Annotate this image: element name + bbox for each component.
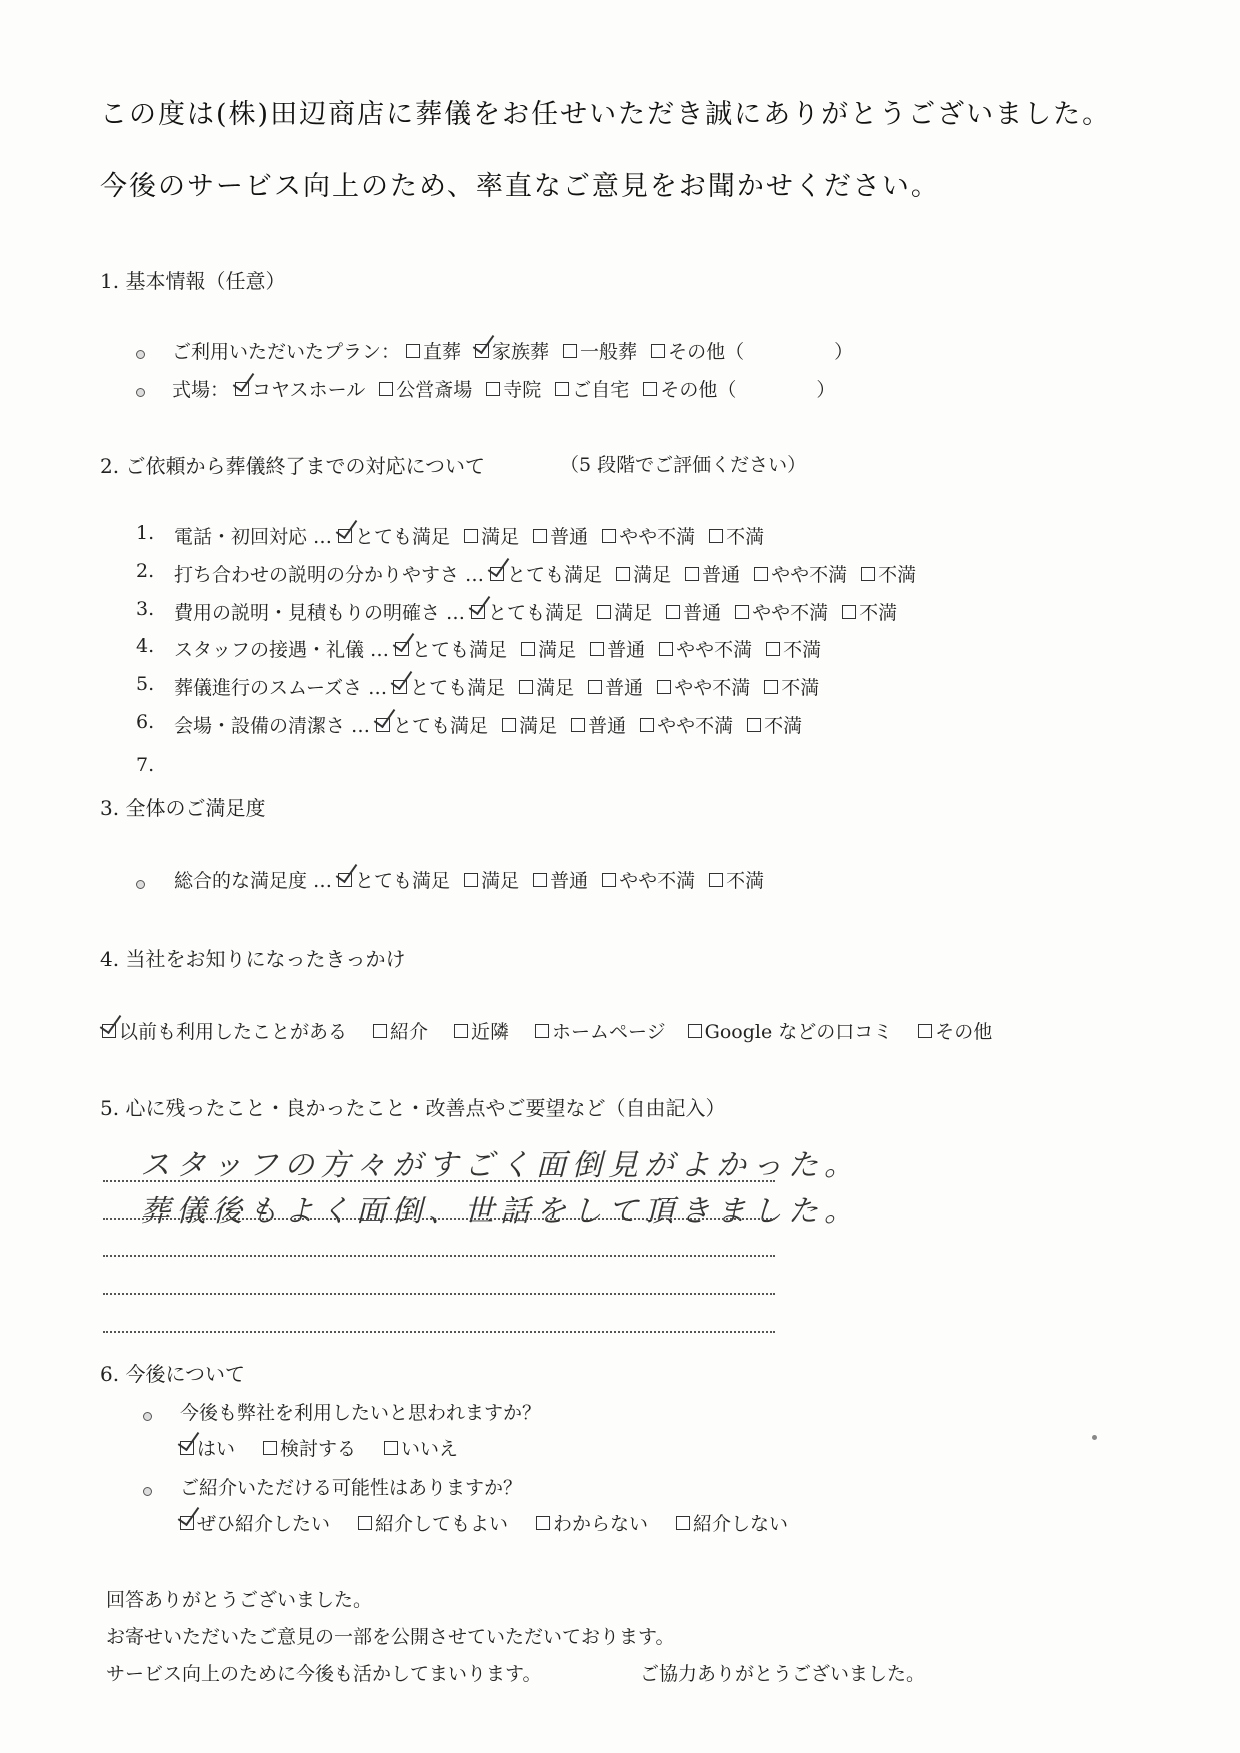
footer-line-3a: サービス向上のために今後も活かしてまいります。 [106, 1663, 542, 1685]
rating-checkbox[interactable] [490, 567, 504, 581]
question-label: 葬儀進行のスムーズさ … [174, 677, 388, 699]
rating-option-label: 普通 [550, 526, 589, 548]
venue-option-checkbox-4[interactable] [643, 382, 657, 396]
source-checkbox-4[interactable] [688, 1024, 702, 1038]
q2-checkbox-2[interactable] [536, 1516, 550, 1530]
question-7-number: 7. [136, 754, 155, 776]
rating-checkbox[interactable] [588, 680, 602, 694]
question-number: 1. [136, 522, 155, 544]
scan-speck [1092, 1435, 1097, 1440]
rating-option-label: とても満足 [412, 639, 508, 661]
rating-checkbox[interactable] [709, 529, 723, 543]
plan-row [172, 337, 853, 364]
overall-option-4: 不満 [726, 870, 765, 892]
q2-checkbox-1[interactable] [358, 1516, 372, 1530]
plan-option-label-0: 直葬 [423, 341, 462, 363]
venue-option-checkbox-1[interactable] [379, 382, 393, 396]
q1-option-1: 検討する [280, 1438, 357, 1460]
plan-label: ご利用いただいたプラン： [172, 341, 401, 363]
rating-row [174, 635, 821, 662]
section-4-title: 4. 当社をお知りになったきっかけ [100, 947, 406, 971]
rating-checkbox[interactable] [659, 642, 673, 656]
q2-option-0: ぜひ紹介したい [197, 1513, 331, 1535]
bullet-icon [136, 388, 145, 397]
rating-row [174, 598, 897, 625]
source-option-4: Google などの口コミ [704, 1021, 893, 1043]
rating-row [174, 711, 802, 738]
q2-options [180, 1509, 788, 1536]
source-checkbox-2[interactable] [454, 1024, 468, 1038]
source-option-2: 近隣 [471, 1021, 510, 1043]
rating-checkbox[interactable] [519, 680, 533, 694]
source-checkbox-5[interactable] [918, 1024, 932, 1038]
rating-option-label: とても満足 [410, 677, 506, 699]
handwritten-comment-line-1: スタッフの方々がすごく面倒見がよかった。 [140, 1148, 860, 1183]
plan-option-checkbox-2[interactable] [563, 344, 577, 358]
rating-option-label: やや不満 [657, 715, 734, 737]
source-checkbox-1[interactable] [373, 1024, 387, 1038]
source-option-1: 紹介 [390, 1021, 429, 1043]
rating-option-label: やや不満 [676, 639, 753, 661]
footer-line-3b: ご協力ありがとうございました。 [640, 1663, 926, 1685]
overall-checkbox-0[interactable] [338, 873, 352, 887]
rating-option-label: 満足 [538, 639, 577, 661]
rating-option-label: 普通 [683, 602, 722, 624]
plan-other-close: ） [834, 341, 854, 363]
rating-option-label: 普通 [588, 715, 627, 737]
rating-option-label: 不満 [783, 639, 822, 661]
rating-checkbox[interactable] [602, 529, 616, 543]
rating-checkbox[interactable] [464, 529, 478, 543]
q1-option-2: いいえ [401, 1438, 459, 1460]
q1-option-0: はい [197, 1438, 236, 1460]
rating-checkbox[interactable] [338, 529, 352, 543]
intro-line-1: この度は(株)田辺商店に葬儀をお任せいただき誠にありがとうございました。 [100, 99, 1112, 130]
bullet-icon [136, 350, 145, 359]
section-2-title: 2. ご依頼から葬儀終了までの対応について [100, 454, 486, 478]
rating-checkbox[interactable] [597, 605, 611, 619]
plan-option-label-1: 家族葬 [492, 341, 550, 363]
rating-checkbox[interactable] [640, 718, 654, 732]
section-6-title: 6. 今後について [100, 1362, 246, 1386]
rating-row [174, 560, 916, 587]
rating-option-label: 普通 [607, 639, 646, 661]
overall-checkbox-2[interactable] [533, 873, 547, 887]
q1-options [180, 1434, 458, 1461]
rating-option-label: 満足 [519, 715, 558, 737]
overall-row [174, 866, 764, 893]
rating-option-label: 満足 [633, 564, 672, 586]
comment-line[interactable] [103, 1331, 775, 1333]
overall-checkbox-3[interactable] [602, 873, 616, 887]
rating-checkbox[interactable] [502, 718, 516, 732]
q2-checkbox-3[interactable] [676, 1516, 690, 1530]
rating-checkbox[interactable] [590, 642, 604, 656]
q2-checkbox-0[interactable] [180, 1516, 194, 1530]
venue-option-label-3: ご自宅 [572, 379, 630, 401]
question-label: 費用の説明・見積もりの明確さ … [174, 602, 466, 624]
plan-option-label-2: 一般葬 [580, 341, 638, 363]
overall-checkbox-4[interactable] [709, 873, 723, 887]
rating-checkbox[interactable] [616, 567, 630, 581]
rating-option-label: 不満 [781, 677, 820, 699]
rating-checkbox[interactable] [735, 605, 749, 619]
source-option-0: 以前も利用したことがある [119, 1021, 348, 1043]
source-checkbox-0[interactable] [102, 1024, 116, 1038]
intro-line-2: 今後のサービス向上のため、率直なご意見をお聞かせください。 [100, 171, 940, 202]
venue-option-checkbox-2[interactable] [486, 382, 500, 396]
question-number: 2. [136, 560, 155, 582]
rating-row [174, 673, 819, 700]
plan-option-label-3: その他（ [668, 341, 745, 363]
source-row [100, 1017, 992, 1044]
rating-checkbox[interactable] [766, 642, 780, 656]
rating-option-label: 不満 [859, 602, 898, 624]
rating-checkbox[interactable] [764, 680, 778, 694]
rating-option-label: 満足 [614, 602, 653, 624]
comment-line[interactable] [103, 1180, 775, 1182]
overall-label: 総合的な満足度 … [174, 870, 333, 892]
rating-checkbox[interactable] [657, 680, 671, 694]
question-label: スタッフの接遇・礼儀 … [174, 639, 390, 661]
venue-option-label-0: コヤスホール [252, 379, 366, 401]
q1-label: 今後も弊社を利用したいと思われますか？ [180, 1402, 542, 1424]
section-2-note: （5 段階でご評価ください） [560, 454, 807, 476]
venue-option-label-2: 寺院 [503, 379, 542, 401]
venue-label: 式場： [172, 379, 230, 401]
q1-checkbox-1[interactable] [263, 1441, 277, 1455]
source-option-3: ホームページ [552, 1021, 666, 1043]
overall-checkbox-1[interactable] [464, 873, 478, 887]
rating-checkbox[interactable] [747, 718, 761, 732]
rating-option-label: とても満足 [355, 526, 451, 548]
question-label: 打ち合わせの説明の分かりやすさ … [174, 564, 485, 586]
bullet-icon [143, 1412, 152, 1421]
question-number: 6. [136, 711, 155, 733]
comment-line[interactable] [103, 1218, 775, 1220]
question-number: 4. [136, 635, 155, 657]
plan-option-checkbox-0[interactable] [406, 344, 420, 358]
rating-checkbox[interactable] [666, 605, 680, 619]
rating-checkbox[interactable] [861, 567, 875, 581]
comment-line[interactable] [103, 1255, 775, 1257]
venue-option-checkbox-3[interactable] [555, 382, 569, 396]
q2-option-1: 紹介してもよい [375, 1513, 509, 1535]
source-checkbox-3[interactable] [535, 1024, 549, 1038]
venue-option-checkbox-0[interactable] [235, 382, 249, 396]
rating-checkbox[interactable] [393, 680, 407, 694]
footer-line-2: お寄せいただいたご意見の一部を公開させていただいております。 [106, 1626, 675, 1648]
rating-checkbox[interactable] [376, 718, 390, 732]
rating-checkbox[interactable] [521, 642, 535, 656]
rating-option-label: やや不満 [619, 526, 696, 548]
venue-option-label-4: その他（ [660, 379, 737, 401]
overall-option-0: とても満足 [355, 870, 451, 892]
rating-option-label: 不満 [726, 526, 765, 548]
rating-checkbox[interactable] [842, 605, 856, 619]
plan-option-checkbox-1[interactable] [475, 344, 489, 358]
rating-option-label: 不満 [764, 715, 803, 737]
source-option-5: その他 [935, 1021, 993, 1043]
rating-checkbox[interactable] [395, 642, 409, 656]
overall-option-2: 普通 [550, 870, 589, 892]
rating-option-label: 不満 [878, 564, 917, 586]
rating-checkbox[interactable] [754, 567, 768, 581]
rating-checkbox[interactable] [571, 718, 585, 732]
rating-option-label: とても満足 [488, 602, 584, 624]
handwritten-comment-line-2: 葬儀後もよく面倒、世話をして頂きました。 [140, 1194, 860, 1229]
q1-checkbox-0[interactable] [180, 1441, 194, 1455]
question-label: 電話・初回対応 … [174, 526, 333, 548]
overall-option-1: 満足 [481, 870, 520, 892]
comment-line[interactable] [103, 1293, 775, 1295]
section-5-title: 5. 心に残ったこと・良かったこと・改善点やご要望など（自由記入） [100, 1096, 726, 1120]
rating-checkbox[interactable] [533, 529, 547, 543]
rating-option-label: やや不満 [674, 677, 751, 699]
footer-line-1: 回答ありがとうございました。 [106, 1589, 373, 1611]
q2-option-3: 紹介しない [693, 1513, 789, 1535]
rating-option-label: 普通 [605, 677, 644, 699]
section-3-title: 3. 全体のご満足度 [100, 796, 266, 820]
rating-row [174, 522, 764, 549]
rating-option-label: やや不満 [771, 564, 848, 586]
q2-label: ご紹介いただける可能性はありますか？ [180, 1477, 523, 1499]
rating-option-label: やや不満 [752, 602, 829, 624]
question-number: 5. [136, 673, 155, 695]
question-label: 会場・設備の清潔さ … [174, 715, 371, 737]
venue-row [172, 375, 835, 402]
venue-other-close: ） [816, 379, 836, 401]
q1-checkbox-2[interactable] [384, 1441, 398, 1455]
q2-option-2: わからない [553, 1513, 649, 1535]
bullet-icon [136, 880, 145, 889]
question-number: 3. [136, 598, 155, 620]
bullet-icon [143, 1487, 152, 1496]
rating-option-label: 満足 [536, 677, 575, 699]
rating-checkbox[interactable] [471, 605, 485, 619]
rating-option-label: とても満足 [393, 715, 489, 737]
rating-checkbox[interactable] [685, 567, 699, 581]
rating-option-label: とても満足 [507, 564, 603, 586]
venue-option-label-1: 公営斎場 [396, 379, 473, 401]
plan-option-checkbox-3[interactable] [651, 344, 665, 358]
rating-option-label: 普通 [702, 564, 741, 586]
overall-option-3: やや不満 [619, 870, 696, 892]
section-1-title: 1. 基本情報（任意） [100, 269, 286, 293]
rating-option-label: 満足 [481, 526, 520, 548]
